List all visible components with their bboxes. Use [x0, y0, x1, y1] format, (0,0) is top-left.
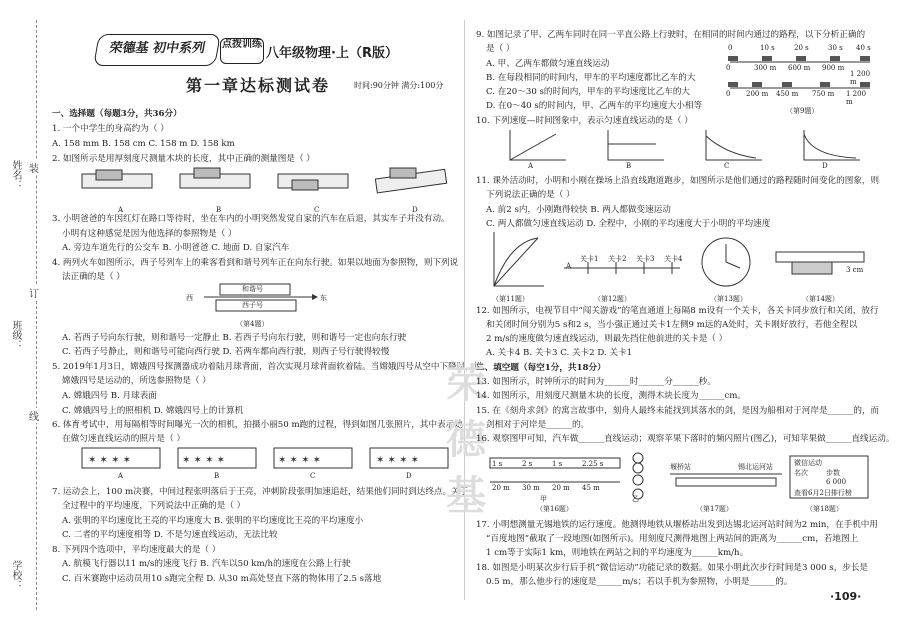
q9-figure — [724, 44, 874, 110]
question-4-opt-ab: A. 若西子号向东行驶，则和谐号一定静止 B. 若西子号向东行驶，则和谐号一定也向东行驶 — [62, 333, 407, 343]
watermark-stamp: 荣德基 — [446, 360, 486, 519]
q4-caption: （第4题） — [236, 320, 269, 328]
question-5-opt-cd: C. 嫦娥四号上的照相机 D. 嫦娥四号上的计算机 — [62, 406, 244, 416]
q11-caption: （第11题） — [492, 295, 529, 303]
q16-d3: 45 m — [582, 484, 600, 492]
q12-label-gate2: 关卡2 — [608, 255, 627, 263]
q14-unit: 3 cm — [846, 266, 864, 274]
question-11-opt-cd: C. 两人都做匀速直线运动 D. 全程中，小刚的平均速度大于小明的平均速度 — [486, 219, 771, 229]
series-logo: 点拨训练 — [220, 38, 264, 64]
question-6-cont: 在做匀速直线运动的照片是（ ） — [62, 434, 186, 444]
question-12-cont2: 2 m/s的速度做匀速直线运动，则最先挡住他前进的关卡是（ ） — [486, 334, 728, 344]
q18-step-label: 步数 — [826, 469, 840, 477]
q9-t0: 0 — [728, 44, 733, 52]
question-3-cont: 小明有这种感觉是因为他选择的参照物是（ ） — [62, 229, 237, 239]
q2-label-a: A — [118, 206, 124, 214]
question-17-cont1: “百度地图”截取了一段地图(如图所示)。用刻度尺测得地图上两站间的距离为______cm，若地图上 — [486, 534, 859, 544]
question-2: 2. 如图所示是用厚刻度尺测量木块的长度，其中正确的测量图是（ ） — [52, 154, 315, 164]
question-7-opt-ab: A. 张明的平均速度比王亮的平均速度大 B. 张明的平均速度比王亮的平均速度小 — [62, 516, 364, 526]
question-9-opt-b: B. 在每段相同的时间内，甲车的平均速度都比乙车的大 — [486, 73, 696, 83]
brand-logo: 荣德基 初中系列 — [93, 34, 221, 66]
q18-rank-label: 名次 — [794, 469, 808, 477]
q6-label-d: D — [406, 472, 412, 480]
question-18-cont: 0.5 m，那么他步行的速度是______m/s；若以手机为参照物，小明是______的。 — [486, 577, 793, 587]
question-7: 7. 运动会上，100 m决赛，中间过程张明落后于王亮，冲刺阶段张明加速追赶，结果他们同时到达终点。关于 — [52, 487, 469, 497]
binding-margin — [0, 0, 42, 621]
cut-line — [36, 20, 37, 610]
question-8-opt-cd: C. 百米赛跑中运动员用10 s跑完全程 D. 从30 m高处竖直下落的物体用了2.5 s落地 — [62, 574, 382, 584]
q17-station-right: 锡北运河站 — [738, 463, 773, 471]
q10-label-a: A — [528, 162, 534, 170]
q14-caption: （第14题） — [802, 295, 839, 303]
q9-jia1: 300 m — [754, 64, 777, 72]
q18-date: 查看6月2日排行榜 — [794, 489, 852, 497]
question-1-options: A. 158 mm B. 158 cm C. 158 m D. 158 km — [52, 139, 235, 149]
q10-label-d: D — [822, 162, 828, 170]
question-8: 8. 下列四个选项中，平均速度最大的是（ ） — [52, 545, 221, 555]
question-10: 10. 下列速度—时间图象中，表示匀速直线运动的是（ ） — [476, 116, 693, 126]
question-9-opt-c: C. 在20～30 s的时间内，甲车的平均速度比乙车的大 — [486, 87, 691, 97]
cut-mark-2: 订 — [29, 285, 39, 300]
cut-mark-1: 装 — [29, 160, 39, 175]
q16-caption: （第16题） — [536, 505, 573, 513]
question-18: 18. 如图是小明某次步行后手机“微信运动”功能记录的数据。如果小明此次步行时间是3 000 s，步长是 — [476, 563, 869, 573]
svg-text:✶ ✶ ✶ ✶: ✶ ✶ ✶ ✶ — [88, 455, 132, 466]
q9-jia0: 0 — [726, 64, 731, 72]
q9-jia4: 1 200 m — [850, 70, 871, 86]
svg-text:✶ ✶ ✶ ✶: ✶ ✶ ✶ ✶ — [278, 455, 322, 466]
question-17-cont2: 1 cm等于实际1 km，则地铁在两站之间的平均速度为______km/h。 — [486, 548, 749, 558]
section-fill: 二、填空题（每空1分，共18分） — [476, 363, 606, 373]
class-label: 班级： — [10, 320, 21, 350]
q9-t4: 40 s — [856, 44, 871, 52]
q2-label-d: D — [412, 206, 418, 214]
question-14: 14. 如图所示，用刻度尺测量木块的长度，测得木块长度为______cm。 — [476, 391, 746, 401]
q12-label-a: A — [566, 262, 572, 270]
q10-label-c: C — [724, 162, 730, 170]
q4-train-hexie: 和谐号 — [242, 285, 263, 293]
time-score-info: 时间:90分钟 满分:100分 — [354, 81, 444, 90]
question-16: 16. 观察图甲可知，汽车做______直线运动；观察苹果下落时的频闪照片(图乙)，可知苹果做______直线运动。 — [476, 434, 895, 444]
question-12: 12. 如图所示，电视节目中“闯关游戏”的笔直通道上每隔8 m设有一个关卡，各关卡同步放行和关闭，放行 — [476, 306, 879, 316]
q18-title: 微信运动 — [794, 459, 822, 467]
section-choice: 一、选择题（每题3分，共36分） — [52, 109, 182, 119]
q17-caption: （第17题） — [696, 505, 733, 513]
question-5-opt-ab: A. 嫦娥四号 B. 月球表面 — [62, 391, 157, 401]
q4-train-xizi: 西子号 — [242, 301, 263, 309]
question-4-cont: 法正确的是（ ） — [62, 272, 125, 282]
q12-caption: （第12题） — [594, 295, 631, 303]
page-title: 第一章达标测试卷 — [186, 76, 331, 95]
q9-t1: 10 s — [760, 44, 775, 52]
svg-text:✶ ✶ ✶ ✶: ✶ ✶ ✶ ✶ — [376, 455, 420, 466]
q9-t3: 30 s — [828, 44, 843, 52]
q12-label-gate3: 关卡3 — [636, 255, 655, 263]
question-7-opt-cd: C. 二者的平均速度相等 D. 不是匀速直线运动，无法比较 — [62, 530, 278, 540]
q16-t2: 1 s — [552, 460, 563, 468]
q16-jia: 甲 — [540, 495, 547, 503]
question-7-cont: 全过程中的平均速度，下列说法中正确的是（ ） — [62, 501, 246, 511]
q16-yi: 乙 — [632, 495, 639, 503]
q16-t1: 2 s — [522, 460, 533, 468]
question-17: 17. 小明想测量无锡地铁的运行速度。他测得地铁从堰桥站出发到达锡北运河站时间为2 min，在手机中用 — [476, 520, 878, 530]
q6-label-b: B — [214, 472, 220, 480]
q18-caption: （第18题） — [806, 505, 843, 513]
question-9-opt-a: A. 甲、乙两车都做匀速直线运动 — [486, 59, 610, 69]
question-8-opt-ab: A. 航模飞行器以11 m/s的速度飞行 B. 汽车以50 km/h的速度在公路上行驶 — [62, 559, 351, 569]
q4-west: 西 — [186, 294, 193, 302]
question-3: 3. 小明爸爸的车因红灯在路口等待时，坐在车内的小明突然发觉自家的汽车在后退，其实车子并没有动。 — [52, 214, 450, 224]
question-5-cont: 嫦娥四号是运动的，所选参照物是（ ） — [62, 376, 211, 386]
question-3-options: A. 旁边车道先行的公交车 B. 小明爸爸 C. 地面 D. 自家汽车 — [62, 243, 290, 253]
q17-station-left: 堰桥站 — [670, 463, 691, 471]
q12-label-gate4: 关卡4 — [664, 255, 683, 263]
q2-ruler-figures — [82, 168, 452, 208]
q16-t3: 2.25 s — [582, 460, 604, 468]
q2-label-b: B — [216, 206, 222, 214]
q13-caption: （第13题） — [710, 295, 747, 303]
question-6: 6. 体育考试中，用每隔相等时间曝光一次的相机，拍摄小丽50 m跑的过程，得到如图几张照片，其中表示她 — [52, 420, 463, 430]
question-12-options: A. 关卡4 B. 关卡3 C. 关卡2 D. 关卡1 — [486, 348, 633, 358]
q16-d1: 30 m — [522, 484, 540, 492]
svg-text:✶ ✶ ✶ ✶: ✶ ✶ ✶ ✶ — [182, 455, 226, 466]
question-1: 1. 一个中学生的身高约为（ ） — [52, 124, 169, 134]
cut-mark-3: 线 — [29, 408, 39, 423]
q2-label-c: C — [314, 206, 320, 214]
question-9-cont: 是（ ） — [486, 44, 515, 54]
q9-caption: （第9题） — [786, 107, 819, 115]
q16-t0: 1 s — [492, 460, 503, 468]
name-label: 姓名： — [10, 160, 21, 190]
q12-label-gate1: 关卡1 — [580, 255, 599, 263]
q6-label-c: C — [310, 472, 316, 480]
q4-east: 东 — [320, 294, 327, 302]
q9-jia2: 600 m — [788, 64, 811, 72]
q16-d2: 20 m — [552, 484, 570, 492]
question-4-opt-cd: C. 若西子号静止，则和谐号可能向西行驶 D. 若两车都向西行驶，则西子号行驶得较慢 — [62, 347, 390, 357]
question-13: 13. 如图所示，时钟所示的时间为______时______分______秒。 — [476, 377, 716, 387]
question-11: 11. 课外活动时，小明和小刚在操场上沿直线跑道跑步，如图所示是他们通过的路程随时间变化的图象，则 — [476, 176, 880, 186]
question-15: 15. 在《刻舟求剑》的寓言故事中，刻舟人最终未能找到其落水的剑，是因为船相对于河岸是______的，而 — [476, 406, 880, 416]
question-11-cont: 下列说法正确的是（ ） — [486, 190, 575, 200]
q9-jia3: 900 m — [822, 64, 845, 72]
page-number: ·109· — [830, 590, 862, 603]
q9-yi3: 750 m — [812, 90, 835, 98]
q9-t2: 20 s — [794, 44, 809, 52]
question-5: 5. 2019年1月3日，嫦娥四号探测器成功着陆月球背面，首次实现月球背面软着陆。当嫦娥四号从空中下降时，说 — [52, 362, 483, 372]
question-4: 4. 两列火车如图所示，西子号列车上的乘客看到和谐号列车正在向东行驶。如果以地面为参照物，则下列说 — [52, 258, 459, 268]
question-9-opt-d: D. 在0～40 s的时间内，甲、乙两车的平均速度大小相等 — [486, 101, 703, 111]
q6-label-a: A — [118, 472, 124, 480]
q10-label-b: B — [626, 162, 632, 170]
q9-yi2: 450 m — [776, 90, 799, 98]
question-12-cont1: 和关闭时间分别为5 s和2 s，当小强正通过关卡1左侧9 m远的A处时，关卡刚好放行，若他全程以 — [486, 320, 858, 330]
question-11-opt-ab: A. 前2 s内，小刚跑得较快 B. 两人都做变速运动 — [486, 205, 671, 215]
q9-yi0: 0 — [726, 90, 731, 98]
q18-steps: 6 000 — [826, 478, 847, 486]
q6-runner-photos — [82, 446, 452, 470]
q16-d0: 20 m — [492, 484, 510, 492]
q9-yi1: 200 m — [746, 90, 769, 98]
grade-label: 八年级物理·上（R版） — [266, 46, 398, 61]
q9-yi4: 1 200 m — [846, 90, 867, 106]
school-label: 学校： — [10, 560, 21, 590]
question-9: 9. 如图记录了甲、乙两车同时在同一平直公路上行驶时，在相同的时间内通过的路程，以下分析正确的 — [476, 30, 866, 40]
q10-vt-graphs — [506, 128, 866, 164]
question-15-cont: 剑相对于河岸是______的。 — [486, 420, 590, 430]
